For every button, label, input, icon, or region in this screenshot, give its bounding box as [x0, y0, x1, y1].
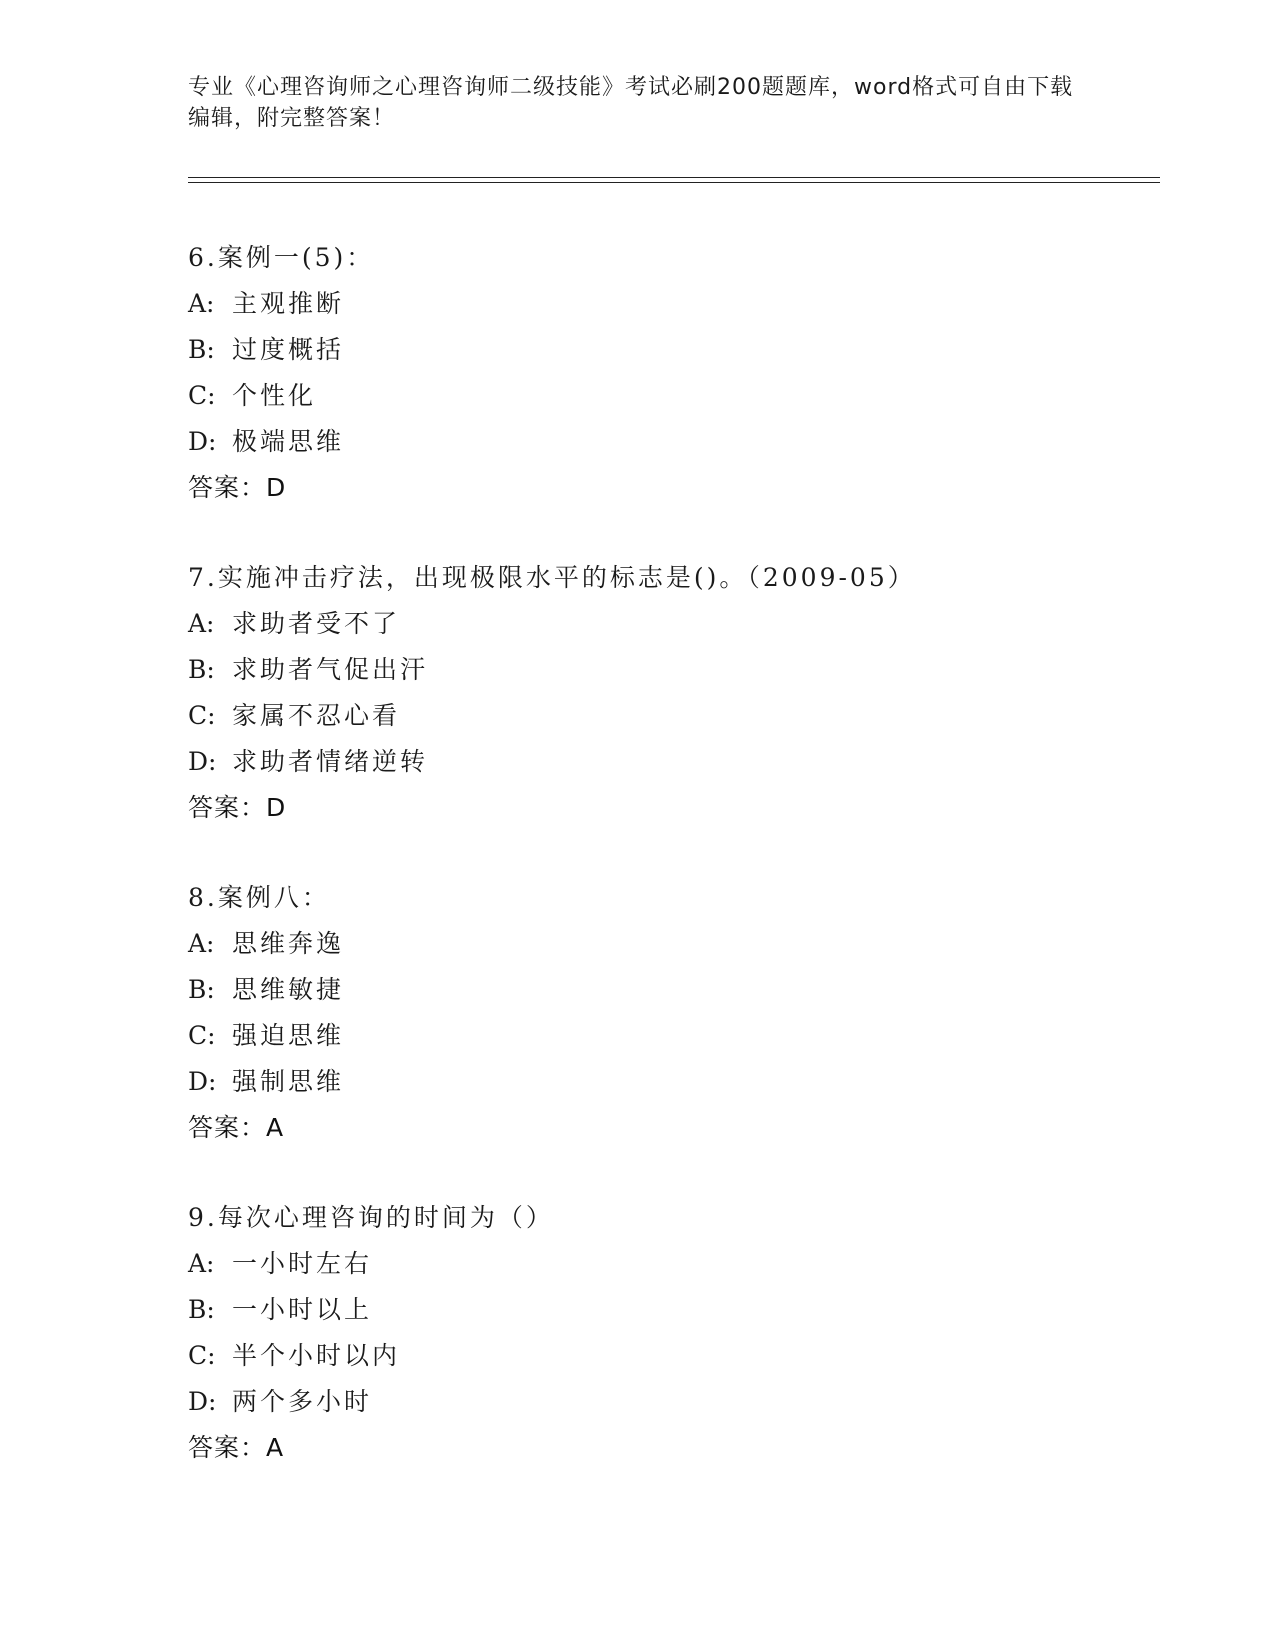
option-a	[188, 601, 1168, 647]
option-a	[188, 921, 1168, 967]
question-block	[188, 555, 1168, 831]
document-header: 专业《心理咨询师之心理咨询师二级技能》考试必刷200题题库，word格式可自由下载编辑，附完整答案！	[188, 75, 1074, 131]
option-text: 强制思维	[232, 1067, 345, 1096]
question-block	[188, 875, 1168, 1151]
option-text: 半个小时以内	[232, 1341, 401, 1370]
answer-line: 答案：D	[188, 473, 287, 502]
option-b	[188, 1287, 1168, 1333]
option-text: 极端思维	[232, 427, 345, 456]
option-text: 两个多小时	[232, 1387, 373, 1416]
option-text: 求助者受不了	[232, 609, 401, 638]
option-a	[188, 281, 1168, 327]
option-letter: A:	[188, 609, 215, 638]
option-letter: B:	[188, 975, 215, 1004]
option-c	[188, 1333, 1168, 1379]
option-text: 个性化	[232, 381, 317, 410]
option-letter: A:	[188, 289, 215, 318]
answer-line: 答案：A	[188, 1113, 285, 1142]
option-letter: A:	[188, 1249, 215, 1278]
option-letter: C:	[188, 1341, 216, 1370]
question-block	[188, 235, 1168, 511]
option-text: 思维敏捷	[232, 975, 345, 1004]
option-letter: C:	[188, 381, 216, 410]
question-stem: 8.案例八：	[188, 883, 330, 912]
question-stem: 6.案例一(5)：	[188, 243, 375, 272]
option-letter: C:	[188, 701, 216, 730]
option-d	[188, 1059, 1168, 1105]
option-d	[188, 739, 1168, 785]
option-letter: D:	[188, 1387, 217, 1416]
option-letter: B:	[188, 655, 215, 684]
option-d	[188, 1379, 1168, 1425]
question-block	[188, 1195, 1168, 1471]
option-b	[188, 967, 1168, 1013]
answer-line: 答案：D	[188, 793, 287, 822]
option-text: 主观推断	[232, 289, 345, 318]
question-stem: 7.实施冲击疗法，出现极限水平的标志是()。（2009-05）	[188, 563, 916, 592]
option-letter: C:	[188, 1021, 216, 1050]
option-c	[188, 373, 1168, 419]
option-letter: A:	[188, 929, 215, 958]
option-text: 强迫思维	[232, 1021, 345, 1050]
option-letter: D:	[188, 427, 217, 456]
option-letter: D:	[188, 1067, 217, 1096]
option-letter: B:	[188, 335, 215, 364]
option-text: 求助者情绪逆转	[232, 747, 429, 776]
option-b	[188, 327, 1168, 373]
option-c	[188, 1013, 1168, 1059]
option-a	[188, 1241, 1168, 1287]
option-d	[188, 419, 1168, 465]
answer-line: 答案：A	[188, 1433, 285, 1462]
option-letter: D:	[188, 747, 217, 776]
question-stem: 9.每次心理咨询的时间为（）	[188, 1203, 554, 1232]
option-c	[188, 693, 1168, 739]
option-text: 求助者气促出汗	[232, 655, 429, 684]
option-letter: B:	[188, 1295, 215, 1324]
header-divider-bottom	[188, 182, 1160, 183]
header-divider-top	[188, 177, 1160, 178]
option-text: 一小时左右	[232, 1249, 373, 1278]
option-text: 过度概括	[232, 335, 345, 364]
option-b	[188, 647, 1168, 693]
option-text: 家属不忍心看	[232, 701, 401, 730]
option-text: 思维奔逸	[232, 929, 345, 958]
option-text: 一小时以上	[232, 1295, 373, 1324]
